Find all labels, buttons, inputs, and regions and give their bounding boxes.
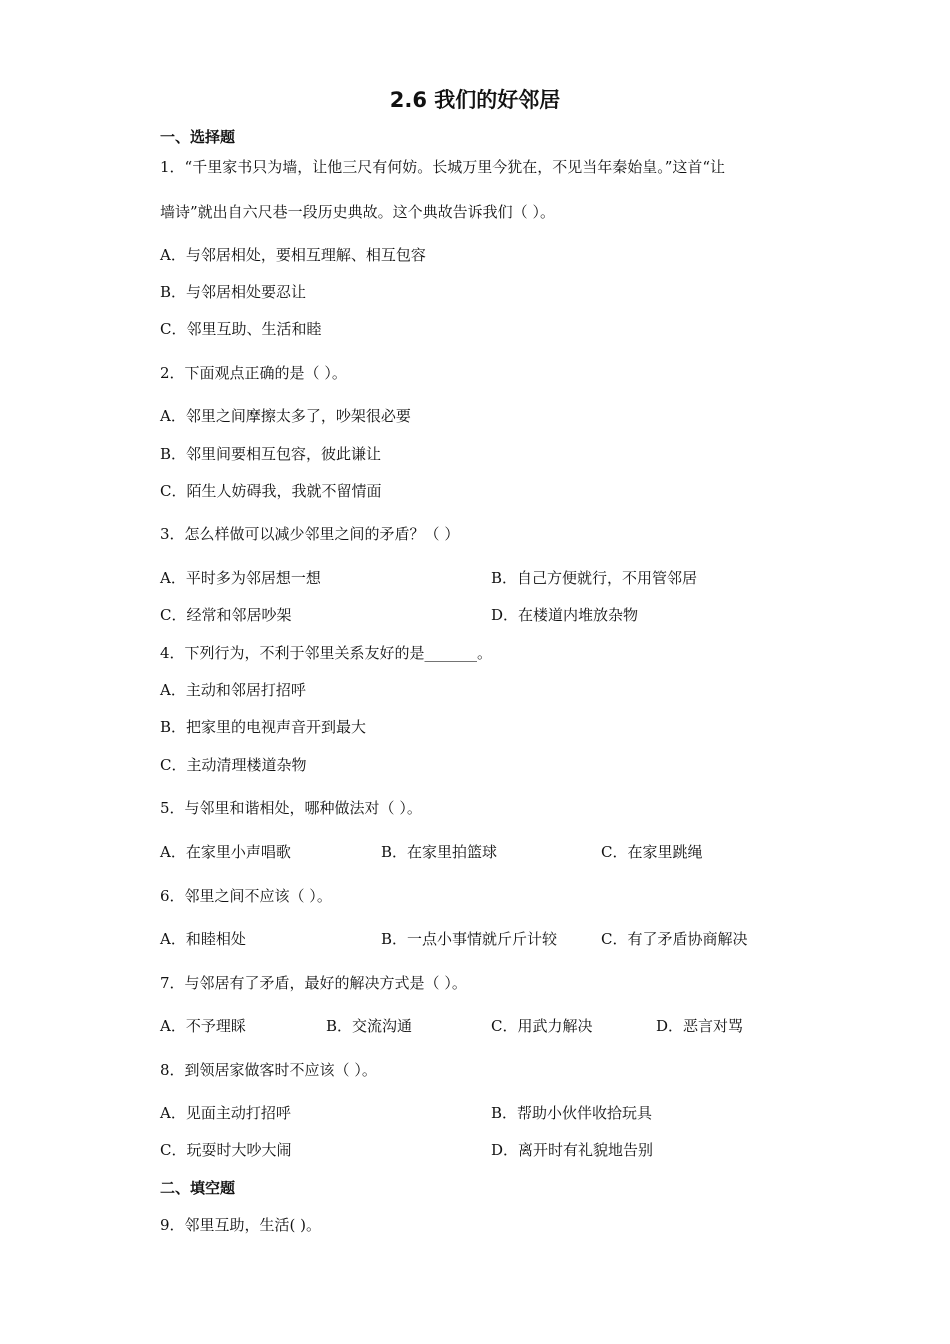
question-4-option-c: C．主动清理楼道杂物	[160, 756, 307, 774]
question-3-option-d: D．在楼道内堆放杂物	[491, 606, 639, 624]
question-5-option-b: B．在家里拍篮球	[381, 843, 498, 861]
question-1-option-b: B．与邻居相处要忍让	[160, 283, 307, 301]
question-6-option-c: C．有了矛盾协商解决	[601, 930, 748, 948]
question-5-option-c: C．在家里跳绳	[601, 843, 703, 861]
question-2-option-a: A．邻里之间摩擦太多了，吵架很必要	[160, 407, 411, 425]
question-8-option-b: B．帮助小伙伴收拾玩具	[491, 1104, 653, 1122]
question-2-text: 2．下面观点正确的是（ ）。	[160, 364, 347, 382]
question-8-option-d: D．离开时有礼貌地告别	[491, 1141, 654, 1159]
question-2-option-b: B．邻里间要相互包容，彼此谦让	[160, 445, 382, 463]
question-6-text: 6．邻里之间不应该（ ）。	[160, 887, 332, 905]
question-9-text: 9．邻里互助，生活( )。	[160, 1216, 322, 1234]
question-3-text: 3．怎么样做可以减少邻里之间的矛盾？（ ）	[160, 525, 460, 543]
section-heading-fill: 二、填空题	[160, 1179, 236, 1197]
section-heading-choice: 一、选择题	[160, 128, 236, 146]
question-7-option-a: A．不予理睬	[160, 1017, 246, 1035]
question-5-text: 5．与邻里和谐相处，哪种做法对（ ）。	[160, 799, 422, 817]
question-5-option-a: A．在家里小声唱歌	[160, 843, 291, 861]
question-2-option-c: C．陌生人妨碍我，我就不留情面	[160, 482, 382, 500]
question-7-option-d: D．恶言对骂	[656, 1017, 744, 1035]
page-title: 2.6 我们的好邻居	[389, 88, 561, 112]
question-8-option-a: A．见面主动打招呼	[160, 1104, 291, 1122]
question-8-text: 8．到领居家做客时不应该（ ）。	[160, 1061, 377, 1079]
question-3-option-b: B．自己方便就行，不用管邻居	[491, 569, 698, 587]
question-8-option-c: C．玩耍时大吵大闹	[160, 1141, 292, 1159]
question-3-option-a: A．平时多为邻居想一想	[160, 569, 321, 587]
question-7-text: 7．与邻居有了矛盾，最好的解决方式是（ ）。	[160, 974, 467, 992]
question-4-text: 4．下列行为，不利于邻里关系友好的是_______。	[160, 644, 493, 662]
question-4-option-a: A．主动和邻居打招呼	[160, 681, 306, 699]
question-1-line-1: 1．“千里家书只为墙，让他三尺有何妨。长城万里今犹在，不见当年秦始皇。”这首“让	[160, 158, 726, 176]
question-1-option-a: A．与邻居相处，要相互理解、相互包容	[160, 246, 426, 264]
question-7-option-c: C．用武力解决	[491, 1017, 593, 1035]
question-6-option-a: A．和睦相处	[160, 930, 246, 948]
question-1-line-2: 墙诗”就出自六尺巷一段历史典故。这个典故告诉我们（ ）。	[160, 203, 555, 221]
question-1-option-c: C．邻里互助、生活和睦	[160, 320, 322, 338]
question-7-option-b: B．交流沟通	[326, 1017, 413, 1035]
question-4-option-b: B．把家里的电视声音开到最大	[160, 718, 367, 736]
question-6-option-b: B．一点小事情就斤斤计较	[381, 930, 558, 948]
question-3-option-c: C．经常和邻居吵架	[160, 606, 292, 624]
